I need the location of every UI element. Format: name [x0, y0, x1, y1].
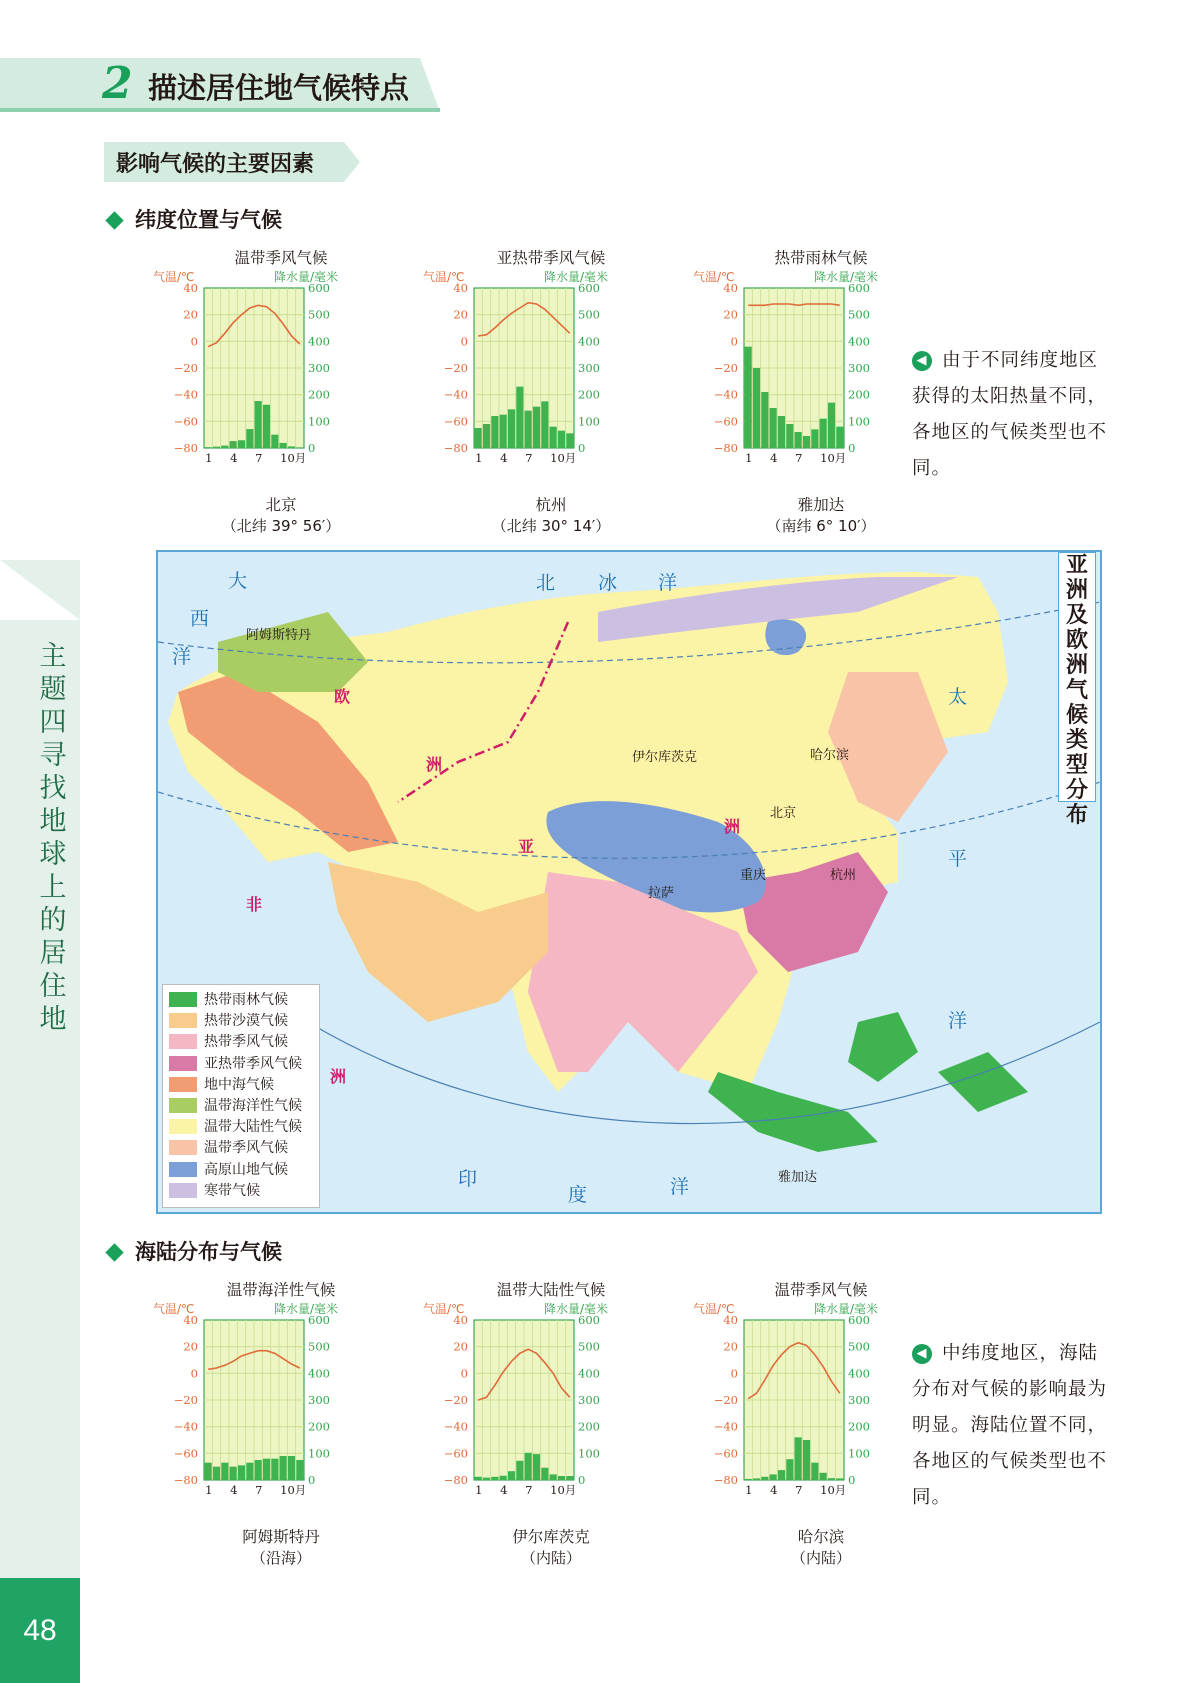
- precip-bar: [811, 429, 818, 448]
- chart-title: 亚热带季风气候: [496, 249, 606, 267]
- climograph-amsterdam: [153, 1278, 376, 1578]
- month-tick-label: 4: [230, 451, 238, 465]
- precip-bar: [491, 416, 498, 448]
- legend-item: [169, 991, 288, 1009]
- continent-label: 洲: [330, 1067, 347, 1086]
- temp-axis-label: 气温/℃: [153, 270, 195, 284]
- legend-label: 高原山地气候: [204, 1161, 288, 1178]
- precip-tick-label: 200: [578, 387, 600, 402]
- legend-item: [169, 1012, 288, 1030]
- legend-swatch: [169, 1077, 197, 1092]
- section-number: 2: [102, 58, 133, 109]
- topic-latitude-label: 纬度位置与气候: [135, 208, 282, 232]
- precip-bar: [820, 1473, 827, 1480]
- precip-bar: [288, 446, 295, 448]
- month-tick-label: 10月: [820, 451, 847, 465]
- precip-tick-label: 0: [578, 441, 586, 455]
- temp-tick-label: −40: [173, 1419, 198, 1434]
- climograph-hangzhou: [423, 246, 646, 546]
- precip-tick-label: 200: [578, 1419, 600, 1434]
- precip-bar: [533, 407, 540, 448]
- month-tick-label: 4: [500, 1483, 508, 1497]
- legend-label: 亚热带季风气候: [204, 1055, 302, 1072]
- climograph-svg: [416, 1314, 686, 1514]
- precip-bar: [475, 1477, 482, 1480]
- precip-bar: [213, 447, 220, 448]
- temp-tick-label: 40: [183, 1313, 198, 1327]
- month-tick-label: 4: [770, 1483, 778, 1497]
- precip-bar: [230, 1467, 237, 1480]
- sidebar-notch: [0, 560, 80, 620]
- precip-bar: [271, 1459, 278, 1480]
- temp-tick-label: −40: [443, 387, 468, 402]
- note-latitude-text: 由于不同纬度地区获得的太阳热量不同，各地区的气候类型也不同。: [912, 350, 1108, 479]
- legend-swatch: [169, 1098, 197, 1113]
- temp-tick-label: −80: [713, 441, 738, 455]
- chart-location: （内陆）: [790, 1549, 851, 1567]
- temp-tick-label: −20: [173, 361, 198, 375]
- precip-tick-label: 400: [848, 334, 870, 349]
- precip-tick-label: 0: [308, 1473, 316, 1487]
- precip-bar: [280, 443, 287, 448]
- theme-title: 主题四 寻找地球上的居住地: [39, 641, 94, 1035]
- precip-tick-label: 600: [308, 281, 330, 295]
- diamond-icon: [105, 1243, 123, 1261]
- precip-bar: [525, 1453, 532, 1480]
- precip-bar: [836, 427, 843, 448]
- precip-bar: [255, 1460, 262, 1480]
- precip-tick-label: 500: [308, 1339, 330, 1354]
- page-number: 48: [0, 1578, 80, 1683]
- continent-label: 洲: [426, 755, 443, 774]
- temp-tick-label: 0: [730, 334, 738, 349]
- precip-tick-label: 600: [578, 281, 600, 295]
- temp-tick-label: −60: [173, 1446, 198, 1461]
- temp-tick-label: 40: [723, 281, 738, 295]
- precip-tick-label: 100: [308, 1446, 330, 1461]
- precip-tick-label: 100: [578, 414, 600, 429]
- precip-bar: [516, 1461, 523, 1480]
- temp-tick-label: 0: [190, 334, 198, 349]
- month-tick-label: 7: [795, 1483, 803, 1497]
- precip-bar: [500, 1476, 507, 1480]
- month-tick-label: 7: [525, 451, 533, 465]
- precip-axis-label: 降水量/毫米: [544, 270, 609, 284]
- precip-bar: [753, 1478, 760, 1480]
- chart-location: （北纬 39° 56′）: [221, 517, 341, 535]
- precip-bar: [238, 1465, 245, 1480]
- precip-bar: [745, 1479, 752, 1480]
- chart-title: 温带季风气候: [234, 249, 328, 267]
- precip-tick-label: 400: [848, 1366, 870, 1381]
- precip-tick-label: 300: [308, 1393, 330, 1407]
- note-land-sea-text: 中纬度地区，海陆分布对气候的影响最为明显。海陆位置不同，各地区的气候类型也不同。: [912, 1343, 1108, 1508]
- precip-bar: [246, 1463, 253, 1480]
- subsection-title: 影响气候的主要因素: [116, 151, 315, 177]
- precip-bar: [280, 1456, 287, 1480]
- section-title: 描述居住地气候特点: [148, 71, 410, 105]
- chart-city: 哈尔滨: [797, 1528, 845, 1546]
- precip-bar: [255, 401, 262, 448]
- precip-tick-label: 400: [578, 1366, 600, 1381]
- temp-tick-label: −20: [713, 361, 738, 375]
- chart-location: （内陆）: [520, 1549, 581, 1567]
- precip-bar: [508, 409, 515, 448]
- legend-label: 热带沙漠气候: [204, 1013, 288, 1030]
- ocean-label: 度: [568, 1184, 590, 1206]
- precip-bar: [778, 1470, 785, 1480]
- chart-city: 杭州: [535, 496, 567, 514]
- legend-label: 热带雨林气候: [204, 992, 288, 1008]
- climograph-svg: [416, 282, 686, 482]
- precip-bar: [230, 441, 237, 448]
- month-tick-label: 10月: [280, 1483, 307, 1497]
- temp-tick-label: −60: [443, 414, 468, 429]
- ocean-label: 太: [948, 686, 970, 708]
- precip-tick-label: 300: [848, 1393, 870, 1407]
- month-tick-label: 10月: [280, 451, 307, 465]
- precip-tick-label: 300: [578, 1393, 600, 1407]
- chart-location: （南纬 6° 10′）: [766, 517, 876, 535]
- city-harbin: 哈尔滨: [810, 748, 850, 763]
- temp-tick-label: 0: [460, 1366, 468, 1381]
- temp-tick-label: −80: [713, 1473, 738, 1487]
- chart-title: 温带大陆性气候: [496, 1281, 606, 1299]
- city-irkutsk: 伊尔库茨克: [632, 750, 698, 765]
- precip-bar: [803, 436, 810, 448]
- precip-bar: [205, 447, 212, 448]
- temp-axis-label: 气温/℃: [423, 270, 465, 284]
- temp-tick-label: −40: [713, 1419, 738, 1434]
- legend-item: [169, 1055, 302, 1073]
- legend-label: 寒带气候: [204, 1182, 260, 1199]
- temp-tick-label: −20: [443, 361, 468, 375]
- precip-tick-label: 400: [308, 334, 330, 349]
- precip-bar: [213, 1467, 220, 1480]
- city-amsterdam: 阿姆斯特丹: [246, 628, 312, 643]
- precip-bar: [761, 1477, 768, 1480]
- precip-bar: [820, 419, 827, 448]
- temp-tick-label: −60: [173, 414, 198, 429]
- chart-city: 北京: [265, 496, 297, 514]
- precip-bar: [541, 1468, 548, 1480]
- ocean-label: 洋: [658, 572, 680, 594]
- rainforest-region: [708, 1072, 878, 1152]
- ocean-label: 西: [190, 608, 212, 630]
- map-legend: [162, 984, 320, 1208]
- chart-title: 热带雨林气候: [774, 249, 868, 267]
- chart-location: （沿海）: [250, 1549, 311, 1567]
- precip-axis-label: 降水量/毫米: [274, 270, 339, 284]
- precip-bar: [558, 1476, 565, 1480]
- temp-axis-label: 气温/℃: [423, 1302, 465, 1316]
- precip-bar: [836, 1478, 843, 1480]
- climograph-beijing: [153, 246, 376, 546]
- precip-bar: [263, 405, 270, 448]
- precip-tick-label: 300: [308, 361, 330, 375]
- legend-item: [169, 1118, 302, 1136]
- legend-item: [169, 1033, 288, 1051]
- month-tick-label: 10月: [820, 1483, 847, 1497]
- legend-label: 温带季风气候: [204, 1140, 288, 1157]
- topic-land-sea: [104, 1236, 282, 1266]
- precip-tick-label: 200: [848, 387, 870, 402]
- precip-bar: [525, 411, 532, 448]
- precip-bar: [238, 440, 245, 448]
- chart-city: 阿姆斯特丹: [242, 1528, 320, 1546]
- precip-bar: [205, 1463, 212, 1480]
- legend-label: 热带季风气候: [204, 1034, 288, 1051]
- diamond-icon: [105, 211, 123, 229]
- precip-tick-label: 400: [308, 1366, 330, 1381]
- precip-bar: [246, 429, 253, 448]
- temp-tick-label: −40: [713, 387, 738, 402]
- temp-tick-label: −40: [443, 1419, 468, 1434]
- temp-tick-label: 0: [730, 1366, 738, 1381]
- precip-bar: [761, 392, 768, 448]
- map-title: 亚洲及欧洲气候类型分布: [1058, 552, 1096, 802]
- ocean-label: 冰: [598, 572, 620, 594]
- note-land-sea: [912, 1336, 1112, 1516]
- continent-label: 欧: [334, 687, 351, 706]
- precip-bar: [288, 1456, 295, 1480]
- month-tick-label: 1: [475, 451, 483, 465]
- precip-bar: [541, 401, 548, 448]
- legend-label: 温带海洋性气候: [204, 1098, 302, 1114]
- precip-bar: [778, 416, 785, 448]
- month-tick-label: 7: [255, 451, 263, 465]
- month-tick-label: 7: [255, 1483, 263, 1497]
- precip-tick-label: 500: [848, 307, 870, 322]
- precip-tick-label: 500: [848, 1339, 870, 1354]
- ocean-label: 大: [228, 570, 250, 592]
- precip-tick-label: 100: [848, 414, 870, 429]
- temp-tick-label: 20: [453, 1339, 468, 1354]
- precip-bar: [296, 447, 303, 448]
- city-jakarta: 雅加达: [778, 1170, 818, 1185]
- temp-tick-label: −60: [713, 1446, 738, 1461]
- precip-bar: [795, 1437, 802, 1480]
- precip-tick-label: 0: [848, 1473, 856, 1487]
- precip-bar: [550, 1474, 557, 1480]
- precip-bar: [566, 433, 573, 448]
- precip-tick-label: 600: [848, 281, 870, 295]
- precip-tick-label: 100: [848, 1446, 870, 1461]
- precip-tick-label: 200: [308, 1419, 330, 1434]
- pointer-icon: ◀: [912, 351, 932, 371]
- temp-tick-label: 40: [453, 281, 468, 295]
- city-beijing: 北京: [770, 806, 797, 821]
- legend-item: [169, 1139, 288, 1157]
- city-chongqing: 重庆: [740, 868, 767, 883]
- month-tick-label: 1: [745, 1483, 753, 1497]
- chart-title: 温带海洋性气候: [226, 1281, 336, 1299]
- precip-tick-label: 600: [578, 1313, 600, 1327]
- month-tick-label: 7: [795, 451, 803, 465]
- legend-swatch: [169, 992, 197, 1007]
- precip-tick-label: 600: [308, 1313, 330, 1327]
- legend-label: 地中海气候: [204, 1076, 274, 1093]
- ocean-label: 洋: [670, 1176, 692, 1198]
- legend-swatch: [169, 1119, 197, 1134]
- temp-tick-label: −20: [443, 1393, 468, 1407]
- precip-axis-label: 降水量/毫米: [274, 1302, 339, 1316]
- legend-swatch: [169, 1034, 197, 1049]
- month-tick-label: 4: [230, 1483, 238, 1497]
- precip-bar: [271, 435, 278, 448]
- month-tick-label: 10月: [550, 451, 577, 465]
- temp-tick-label: −20: [713, 1393, 738, 1407]
- precip-bar: [263, 1459, 270, 1480]
- continent-label: 亚: [518, 837, 535, 856]
- precip-bar: [221, 446, 228, 448]
- topic-latitude: [104, 204, 282, 234]
- temp-tick-label: 40: [183, 281, 198, 295]
- climograph-svg: [146, 282, 416, 482]
- temp-tick-label: −40: [173, 387, 198, 402]
- temp-tick-label: 20: [183, 1339, 198, 1354]
- precip-bar: [550, 427, 557, 448]
- chart-city: 伊尔库茨克: [512, 1528, 590, 1546]
- precip-bar: [491, 1477, 498, 1480]
- ocean-label: 洋: [172, 646, 194, 668]
- temp-tick-label: −20: [173, 1393, 198, 1407]
- city-hangzhou: 杭州: [830, 868, 857, 883]
- legend-swatch: [169, 1183, 197, 1198]
- precip-tick-label: 0: [308, 441, 316, 455]
- precip-bar: [770, 408, 777, 448]
- temp-tick-label: −60: [443, 1446, 468, 1461]
- month-tick-label: 1: [205, 451, 213, 465]
- precip-bar: [566, 1476, 573, 1480]
- topic-land-sea-label: 海陆分布与气候: [135, 1240, 282, 1264]
- month-tick-label: 10月: [550, 1483, 577, 1497]
- legend-item: [169, 1076, 274, 1094]
- month-tick-label: 1: [475, 1483, 483, 1497]
- precip-bar: [811, 1463, 818, 1480]
- precip-tick-label: 500: [578, 1339, 600, 1354]
- precip-tick-label: 400: [578, 334, 600, 349]
- precip-bar: [770, 1474, 777, 1480]
- precip-bar: [533, 1454, 540, 1480]
- legend-item: [169, 1182, 260, 1200]
- precip-bar: [500, 415, 507, 448]
- precip-axis-label: 降水量/毫米: [814, 1302, 879, 1316]
- city-lhasa: 拉萨: [648, 886, 675, 901]
- precip-bar: [483, 424, 490, 448]
- precip-tick-label: 100: [578, 1446, 600, 1461]
- precip-bar: [786, 424, 793, 448]
- temp-axis-label: 气温/℃: [693, 1302, 735, 1316]
- temp-tick-label: 0: [190, 1366, 198, 1381]
- climograph-jakarta: [693, 246, 916, 546]
- temp-tick-label: −80: [173, 1473, 198, 1487]
- continent-label: 非: [246, 895, 263, 914]
- ocean-label: 洋: [948, 1010, 970, 1032]
- legend-swatch: [169, 1013, 197, 1028]
- precip-bar: [745, 347, 752, 448]
- chart-location: （北纬 30° 14′）: [491, 517, 611, 535]
- ocean-label: 印: [458, 1168, 480, 1190]
- climograph-harbin: [693, 1278, 916, 1578]
- temp-tick-label: 20: [453, 307, 468, 322]
- ocean-label: 北: [536, 572, 558, 594]
- precip-bar: [828, 403, 835, 448]
- precip-tick-label: 600: [848, 1313, 870, 1327]
- temp-tick-label: −80: [443, 1473, 468, 1487]
- temp-tick-label: 20: [723, 1339, 738, 1354]
- precip-tick-label: 300: [848, 361, 870, 375]
- precip-bar: [828, 1478, 835, 1480]
- note-latitude: [912, 343, 1112, 487]
- precip-bar: [786, 1459, 793, 1480]
- temp-axis-label: 气温/℃: [153, 1302, 195, 1316]
- precip-bar: [558, 431, 565, 448]
- legend-item: [169, 1097, 302, 1115]
- rainforest-region-2: [848, 1012, 918, 1082]
- precip-bar: [795, 432, 802, 448]
- chart-title: 温带季风气候: [774, 1281, 868, 1299]
- precip-bar: [296, 1460, 303, 1480]
- month-tick-label: 1: [205, 1483, 213, 1497]
- precip-bar: [221, 1463, 228, 1480]
- ocean-label: 平: [948, 848, 970, 870]
- precip-tick-label: 500: [308, 307, 330, 322]
- legend-swatch: [169, 1162, 197, 1177]
- precip-tick-label: 200: [308, 387, 330, 402]
- temp-tick-label: −80: [173, 441, 198, 455]
- precip-axis-label: 降水量/毫米: [814, 270, 879, 284]
- precip-tick-label: 200: [848, 1419, 870, 1434]
- legend-swatch: [169, 1056, 197, 1071]
- legend-swatch: [169, 1140, 197, 1155]
- month-tick-label: 4: [770, 451, 778, 465]
- precip-tick-label: 0: [578, 1473, 586, 1487]
- temp-tick-label: 20: [723, 307, 738, 322]
- temp-tick-label: 0: [460, 334, 468, 349]
- chart-city: 雅加达: [797, 496, 845, 514]
- legend-label: 温带大陆性气候: [204, 1119, 302, 1136]
- temp-tick-label: 40: [453, 1313, 468, 1327]
- month-tick-label: 4: [500, 451, 508, 465]
- precip-tick-label: 300: [578, 361, 600, 375]
- temp-tick-label: −60: [713, 414, 738, 429]
- precip-bar: [508, 1471, 515, 1480]
- pointer-icon: ◀: [912, 1344, 932, 1364]
- precip-tick-label: 0: [848, 441, 856, 455]
- month-tick-label: 1: [745, 451, 753, 465]
- precip-bar: [753, 368, 760, 448]
- temp-tick-label: 40: [723, 1313, 738, 1327]
- temp-axis-label: 气温/℃: [693, 270, 735, 284]
- precip-bar: [803, 1440, 810, 1480]
- climograph-svg: [146, 1314, 416, 1514]
- continent-label: 洲: [724, 817, 741, 836]
- precip-bar: [516, 387, 523, 448]
- month-tick-label: 7: [525, 1483, 533, 1497]
- temp-tick-label: 20: [183, 307, 198, 322]
- precip-bar: [475, 428, 482, 448]
- precip-bar: [483, 1478, 490, 1480]
- precip-tick-label: 500: [578, 307, 600, 322]
- legend-item: [169, 1161, 288, 1179]
- precip-tick-label: 100: [308, 414, 330, 429]
- precip-axis-label: 降水量/毫米: [544, 1302, 609, 1316]
- climograph-irkutsk: [423, 1278, 646, 1578]
- temp-tick-label: −80: [443, 441, 468, 455]
